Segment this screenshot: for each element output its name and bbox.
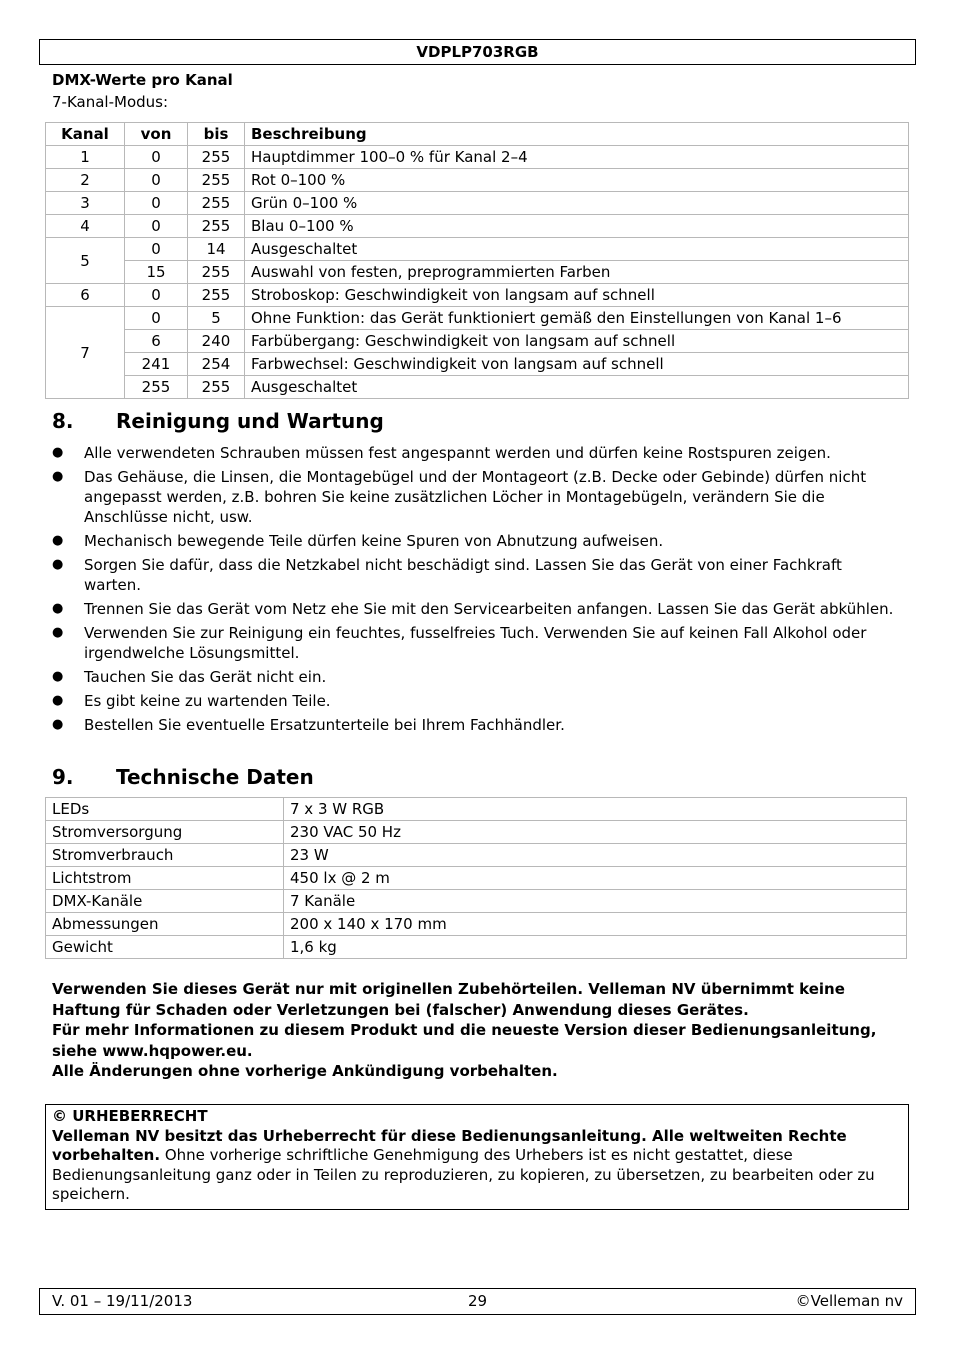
copyright-body — [52, 1127, 902, 1205]
page-footer — [39, 1288, 916, 1315]
list-item — [52, 443, 902, 463]
cell-kanal: 6 — [46, 284, 125, 307]
cell-bis: 5 — [188, 307, 245, 330]
notice-liability: Verwenden Sie dieses Gerät nur mit originellen Zubehörteilen. Velleman NV übernimmt keine Haftung für Schaden oder Verletzungen bei (falscher) Anwendung dieses Gerätes. — [52, 980, 845, 1019]
dmx-mode-label: 7-Kanal-Modus: — [52, 93, 169, 111]
cell-von: 6 — [125, 330, 188, 353]
table-row — [46, 215, 909, 238]
bullet-icon: ● — [52, 445, 64, 460]
cell-von: 241 — [125, 353, 188, 376]
table-row — [46, 261, 909, 284]
list-item — [52, 599, 902, 619]
bullet-icon: ● — [52, 669, 64, 684]
table-row — [46, 913, 907, 936]
list-item — [52, 715, 902, 735]
maintenance-list — [52, 443, 902, 739]
cell-desc: Grün 0–100 % — [245, 192, 909, 215]
copyright-bold-text: Velleman NV besitzt das Urheberrecht für diese Bedienungsanleitung. Alle weltweiten Rechte vorbehalten. — [52, 1126, 847, 1164]
spec-label: Stromversorgung — [46, 821, 284, 844]
spec-value: 7 Kanäle — [284, 890, 907, 913]
cell-von: 0 — [125, 238, 188, 261]
list-item — [52, 691, 902, 711]
table-row — [46, 821, 907, 844]
list-item-text: Sorgen Sie dafür, dass die Netzkabel nicht beschädigt sind. Lassen Sie das Gerät von einer Fachkraft warten. — [84, 556, 842, 594]
list-item-text: Bestellen Sie eventuelle Ersatzunterteile bei Ihrem Fachhändler. — [84, 716, 565, 734]
cell-desc: Auswahl von festen, preprogrammierten Farben — [245, 261, 909, 284]
cell-bis: 254 — [188, 353, 245, 376]
section-9-title: Technische Daten — [116, 765, 314, 789]
cell-bis: 255 — [188, 284, 245, 307]
list-item — [52, 467, 902, 527]
cell-bis: 14 — [188, 238, 245, 261]
table-row — [46, 146, 909, 169]
dmx-channel-table — [45, 122, 909, 399]
bullet-icon: ● — [52, 601, 64, 616]
cell-von: 15 — [125, 261, 188, 284]
table-row — [46, 353, 909, 376]
spec-label: Stromverbrauch — [46, 844, 284, 867]
cell-von: 0 — [125, 284, 188, 307]
page-header-model: VDPLP703RGB — [39, 39, 916, 65]
table-row — [46, 330, 909, 353]
list-item — [52, 623, 902, 663]
table-header-row — [46, 123, 909, 146]
list-item-text: Verwenden Sie zur Reinigung ein feuchtes, fusselfreies Tuch. Verwenden Sie auf keinen Fall Alkohol oder irgendwelche Lösungsmittel. — [84, 624, 867, 662]
list-item-text: Es gibt keine zu wartenden Teile. — [84, 692, 331, 710]
section-9-number: 9. — [52, 765, 74, 789]
section-8-title: Reinigung und Wartung — [116, 409, 384, 433]
cell-desc: Rot 0–100 % — [245, 169, 909, 192]
spec-value: 23 W — [284, 844, 907, 867]
spec-value: 230 VAC 50 Hz — [284, 821, 907, 844]
section-8-number: 8. — [52, 409, 74, 433]
spec-value: 450 lx @ 2 m — [284, 867, 907, 890]
list-item — [52, 667, 902, 687]
spec-label: LEDs — [46, 798, 284, 821]
list-item — [52, 531, 902, 551]
spec-label: Gewicht — [46, 936, 284, 959]
spec-value: 200 x 140 x 170 mm — [284, 913, 907, 936]
cell-bis: 255 — [188, 261, 245, 284]
copyright-box — [45, 1104, 909, 1210]
usage-notice — [52, 979, 912, 1082]
cell-von: 0 — [125, 192, 188, 215]
list-item-text: Trennen Sie das Gerät vom Netz ehe Sie mit den Servicearbeiten anfangen. Lassen Sie das Gerät abkühlen. — [84, 600, 894, 618]
cell-bis: 255 — [188, 169, 245, 192]
spec-value: 7 x 3 W RGB — [284, 798, 907, 821]
bullet-icon: ● — [52, 469, 64, 484]
spec-label: DMX-Kanäle — [46, 890, 284, 913]
list-item-text: Alle verwendeten Schrauben müssen fest angespannt werden und dürfen keine Rostspuren zeigen. — [84, 444, 831, 462]
spec-label: Abmessungen — [46, 913, 284, 936]
tech-specs-table — [45, 797, 907, 959]
cell-desc: Hauptdimmer 100–0 % für Kanal 2–4 — [245, 146, 909, 169]
spec-label: Lichtstrom — [46, 867, 284, 890]
list-item — [52, 555, 902, 595]
table-row — [46, 890, 907, 913]
copyright-heading: © URHEBERRECHT — [52, 1107, 208, 1125]
cell-von: 0 — [125, 307, 188, 330]
cell-kanal: 7 — [46, 307, 125, 399]
footer-page-number: 29 — [467, 1292, 488, 1310]
column-header-von: von — [125, 123, 188, 146]
bullet-icon: ● — [52, 557, 64, 572]
bullet-icon: ● — [52, 625, 64, 640]
cell-kanal: 5 — [46, 238, 125, 284]
cell-bis: 255 — [188, 215, 245, 238]
table-row — [46, 844, 907, 867]
table-row — [46, 284, 909, 307]
list-item-text: Mechanisch bewegende Teile dürfen keine Spuren von Abnutzung aufweisen. — [84, 532, 664, 550]
cell-von: 0 — [125, 169, 188, 192]
cell-kanal: 1 — [46, 146, 125, 169]
notice-changes: Alle Änderungen ohne vorherige Ankündigung vorbehalten. — [52, 1062, 558, 1080]
table-row — [46, 238, 909, 261]
cell-bis: 240 — [188, 330, 245, 353]
copyright-text: Ohne vorherige schriftliche Genehmigung des Urhebers ist es nicht gestattet, diese Bedienungsanleitung ganz oder in Teilen zu reproduzieren, zu kopieren, zu übersetzen, zu bearbeiten oder zu speichern. — [52, 1146, 875, 1203]
section-9-heading — [52, 765, 314, 789]
column-header-bis: bis — [188, 123, 245, 146]
list-item-text: Das Gehäuse, die Linsen, die Montagebügel und der Montageort (z.B. Decke oder Gebinde) dürfen nicht angepasst werden, z.B. bohren Sie keine zusätzlichen Löcher in Montagebügeln, verändern Sie die Anschlüsse nicht, usw. — [84, 468, 867, 526]
cell-desc: Farbwechsel: Geschwindigkeit von langsam auf schnell — [245, 353, 909, 376]
cell-von: 255 — [125, 376, 188, 399]
footer-company: ©Velleman nv — [795, 1292, 903, 1310]
cell-bis: 255 — [188, 192, 245, 215]
table-row — [46, 169, 909, 192]
table-row — [46, 307, 909, 330]
footer-version: V. 01 – 19/11/2013 — [52, 1292, 193, 1310]
cell-kanal: 4 — [46, 215, 125, 238]
cell-desc: Ohne Funktion: das Gerät funktioniert gemäß den Einstellungen von Kanal 1–6 — [245, 307, 909, 330]
cell-desc: Stroboskop: Geschwindigkeit von langsam auf schnell — [245, 284, 909, 307]
column-header-beschreibung: Beschreibung — [245, 123, 909, 146]
cell-bis: 255 — [188, 146, 245, 169]
column-header-kanal: Kanal — [46, 123, 125, 146]
list-item-text: Tauchen Sie das Gerät nicht ein. — [84, 668, 327, 686]
dmx-values-title: DMX-Werte pro Kanal — [52, 71, 233, 89]
cell-von: 0 — [125, 146, 188, 169]
cell-bis: 255 — [188, 376, 245, 399]
cell-kanal: 3 — [46, 192, 125, 215]
cell-von: 0 — [125, 215, 188, 238]
notice-more-info: Für mehr Informationen zu diesem Produkt und die neueste Version dieser Bedienungsanleitung, siehe www.hqpower.eu. — [52, 1021, 877, 1060]
bullet-icon: ● — [52, 717, 64, 732]
spec-value: 1,6 kg — [284, 936, 907, 959]
table-row — [46, 376, 909, 399]
table-row — [46, 867, 907, 890]
cell-desc: Blau 0–100 % — [245, 215, 909, 238]
bullet-icon: ● — [52, 693, 64, 708]
table-row — [46, 936, 907, 959]
cell-desc: Farbübergang: Geschwindigkeit von langsam auf schnell — [245, 330, 909, 353]
cell-kanal: 2 — [46, 169, 125, 192]
section-8-heading — [52, 409, 384, 433]
table-row — [46, 192, 909, 215]
cell-desc: Ausgeschaltet — [245, 376, 909, 399]
table-row — [46, 798, 907, 821]
bullet-icon: ● — [52, 533, 64, 548]
cell-desc: Ausgeschaltet — [245, 238, 909, 261]
